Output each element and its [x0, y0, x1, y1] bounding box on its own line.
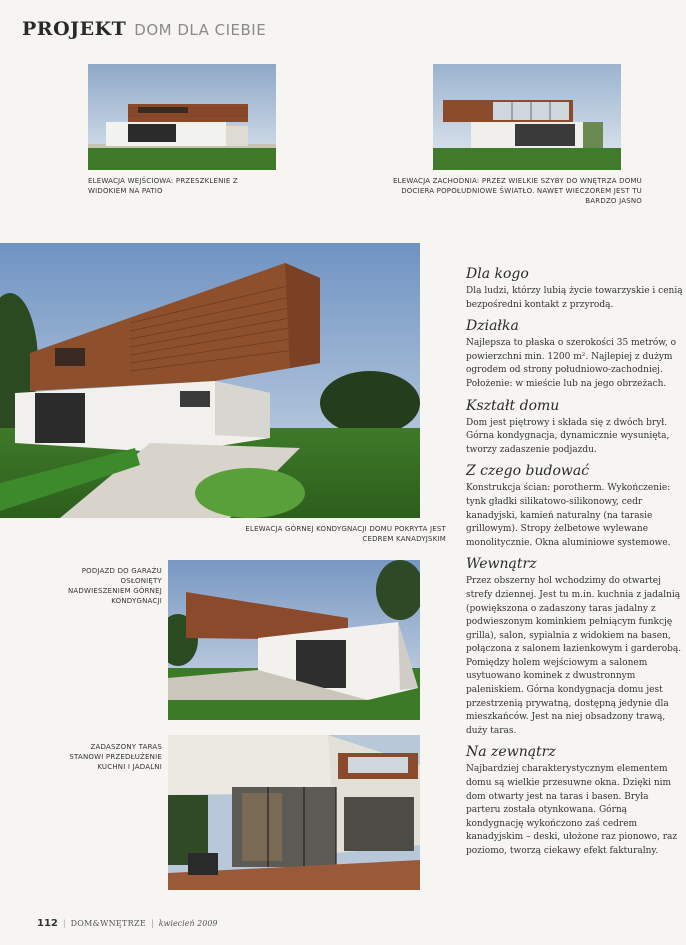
- section-text: Dom jest piętrowy i składa się z dwóch brył. Górna kondygnacja, dynamicznie wysunięta, tworzy zadaszenie podjazdu.: [466, 417, 670, 455]
- section-subtitle: DOM DLA CIEBIE: [134, 21, 267, 39]
- article-section-na-zewnatrz: [466, 744, 684, 858]
- magazine-name: DOM&WNĘTRZE: [70, 919, 146, 928]
- article-body: [466, 266, 684, 859]
- section-text: Dla ludzi, którzy lubią życie towarzyskie i cenią bezpośredni kontakt z przyrodą.: [466, 286, 683, 310]
- section-brand: PROJEKT: [22, 18, 127, 40]
- article-section-ksztalt-domu: [466, 398, 684, 458]
- section-heading: Wewnątrz: [466, 556, 537, 573]
- section-heading: Kształt domu: [466, 397, 560, 414]
- section-text: Konstrukcja ścian: porotherm. Wykończenie: tynk gładki silikatowo-silikonowy, cedr kanadyjski, kamień naturalny (na tarasie grillowym). Stropy żelbetowe wylewane monolitycznie. Okna aluminiowe systemowe.: [466, 483, 671, 548]
- terrace-caption: ZADASZONY TARAS STANOWI PRZEDŁUŻENIE KUCHNI I JADALNI: [69, 743, 162, 771]
- west-elevation-caption: ELEWACJA ZACHODNIA: PRZEZ WIELKIE SZYBY DO WNĘTRZA DOMU DOCIERA POPOŁUDNIOWE ŚWIATŁO. NAWET WIECZOREM JEST TU BARDZO JASNO: [393, 177, 642, 205]
- section-heading: Z czego budować: [466, 463, 590, 480]
- section-heading: Dla kogo: [466, 266, 529, 282]
- article-section-z-czego-budowac: [466, 463, 684, 550]
- main-house-render: [0, 243, 420, 518]
- entrance-elevation-photo: [88, 64, 276, 170]
- issue-date: kwiecień 2009: [158, 919, 218, 928]
- garage-caption: PODJAZD DO GARAŻU OSŁONIĘTY NADWIESZENIEM GÓRNEJ KONDYGNACJI: [68, 567, 162, 605]
- garage-driveway-photo: [168, 560, 420, 720]
- section-text: Przez obszerny hol wchodzimy do otwartej strefy dziennej. Jest tu m.in. kuchnia z jadalnią (powiększona o zadaszony taras jadalny z podwieszonym kominkiem pełniącym funkcję grilla), salon, sypialnia z widokiem na basen, połączona z salonem łazienkowym i garderobą. Pomiędzy holem wejściowym a salonem usytuowano kominek z dwustronnym paleniskiem. Górna kondygnacja domu jest przestrzenią prywatną, dostępną jedynie dla mieszkańców. Jest na niej obsadzony trawą, duży taras.: [466, 576, 682, 736]
- upper-floor-caption: ELEWACJA GÓRNEJ KONDYGNACJI DOMU POKRYTA JEST CEDREM KANADYJSKIM: [245, 525, 446, 543]
- page-footer: [37, 918, 218, 929]
- page-number: 112: [37, 918, 58, 929]
- section-heading: Na zewnątrz: [466, 744, 556, 761]
- footer-separator: |: [150, 919, 154, 928]
- article-section-dzialka: [466, 318, 684, 391]
- page-header: [22, 18, 266, 44]
- article-section-dla-kogo: [466, 266, 684, 312]
- section-text: Najlepsza to płaska o szerokości 35 metrów, o powierzchni min. 1200 m². Najlepiej z dużym ogrodem od strony południowo-zachodniej. Położenie: w mieście lub na jego obrzeżach.: [466, 338, 677, 389]
- covered-terrace-photo: [168, 735, 420, 890]
- entrance-elevation-caption: ELEWACJA WEJŚCIOWA: PRZESZKLENIE Z WIDOKIEM NA PATIO: [88, 177, 238, 195]
- section-text: Najbardziej charakterystycznym elementem domu są wielkie przesuwne okna. Dzięki nim dom otwarty jest na taras i basen. Bryła parteru została otynkowana. Górną kondygnację wykończono zaś cedrem kanadyjskim – deski, ułożone raz pionowo, raz poziomo, tworzą ciekawy efekt fakturalny.: [466, 764, 678, 856]
- article-section-wewnatrz: [466, 556, 684, 738]
- section-heading: Działka: [466, 318, 519, 335]
- west-elevation-photo: [433, 64, 621, 170]
- footer-separator: |: [62, 919, 66, 928]
